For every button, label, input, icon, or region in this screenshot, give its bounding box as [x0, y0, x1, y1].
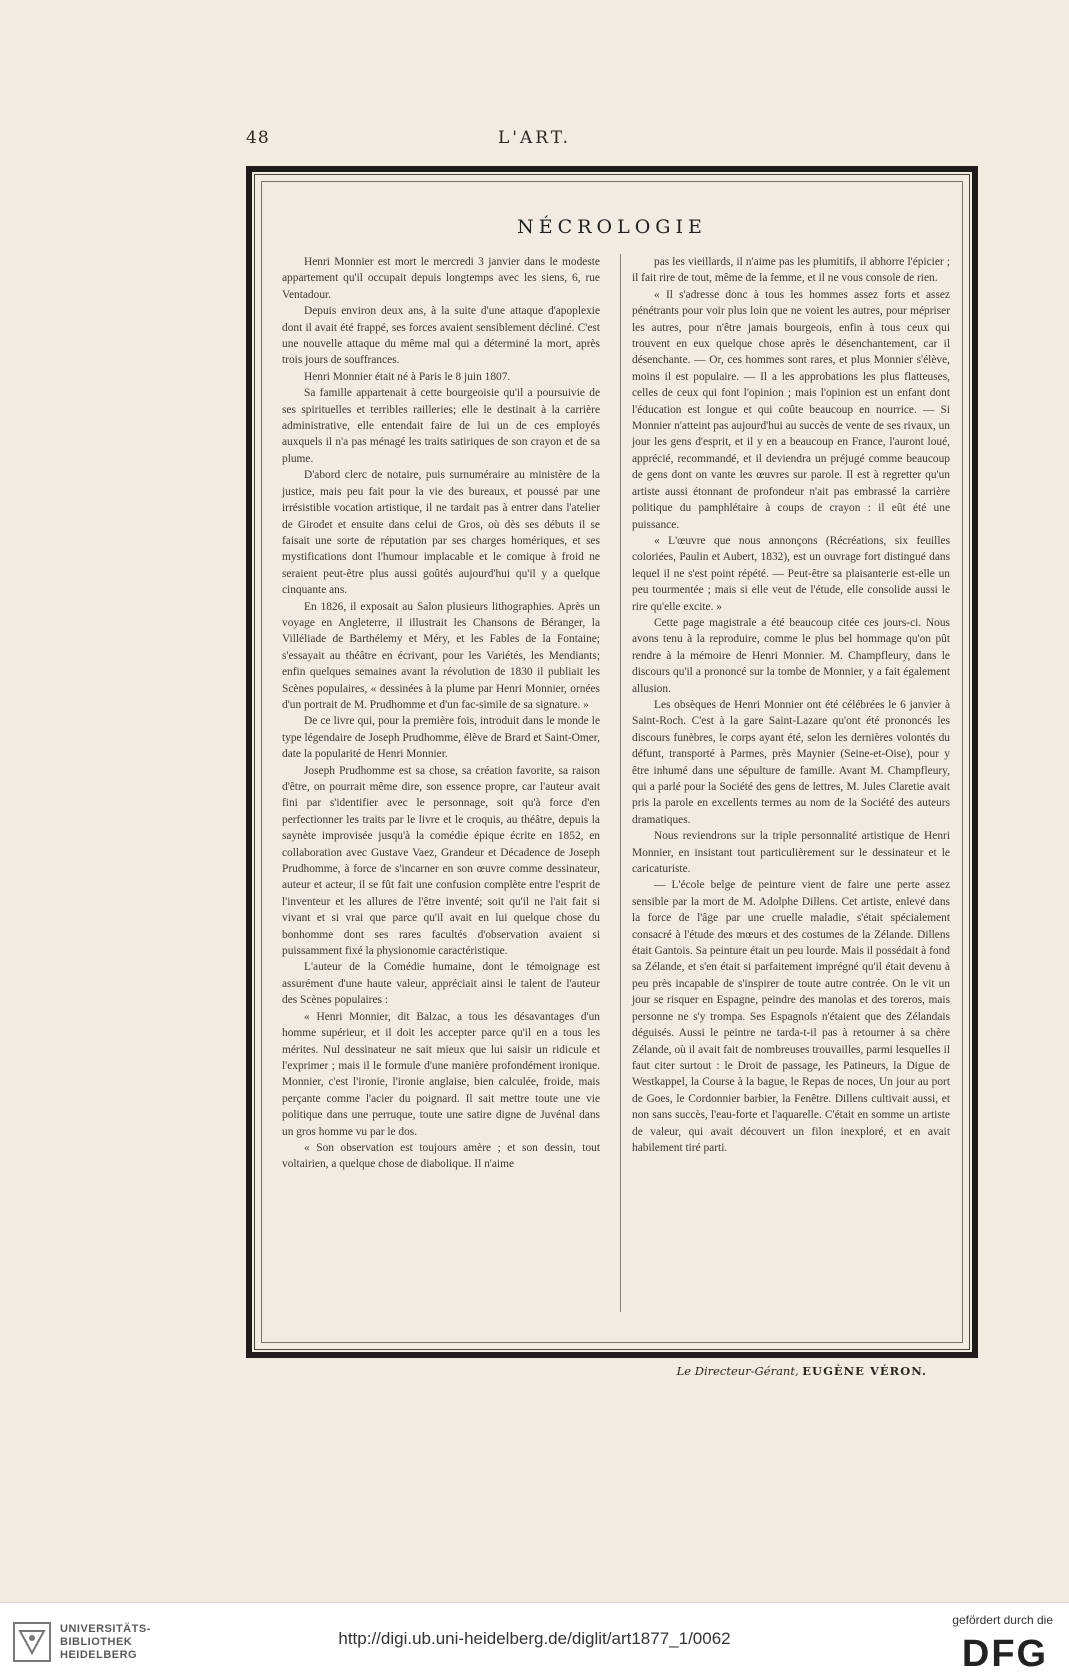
running-title: L'ART. [498, 128, 571, 148]
paragraph: « Henri Monnier, dit Balzac, a tous les désavantages d'un homme supérieur, et il doit les accepter parce qu'il en a tous les mérites. Nul dessinateur ne sait mieux que lui saisir un ridicule et l'exprimer ; mais il le formule d'une manière profondément ironique. Monnier, c'est l'ironie, l'ironie anglaise, bien calculée, froide, mais perçante comme l'acier du poignard. Il sait mettre toute une vie politique dans une perruque, toute une satire digne de Juvénal dans un gros homme vu par le dos. [282, 1010, 600, 1138]
right-column [632, 254, 950, 1156]
paragraph: Cette page magistrale a été beaucoup citée ces jours-ci. Nous avons tenu à la reproduire, comme le plus bel hommage qu'on pût rendre à la mémoire de Henri Monnier. M. Champfleury, dans le discours qu'il a prononcé sur la tombe de Monnier, y a fait également allusion. [632, 616, 950, 695]
paragraph: En 1826, il exposait au Salon plusieurs lithographies. Après un voyage en Angleterre, il illustrait les Chansons de Béranger, la Villéliade de Barthélemy et Méry, et les Fables de la Fontaine; s'essayait au théâtre en écrivant, pour les Variétés, les Mendiants; enfin quelques semaines avant la révolution de 1830 il publiait les Scènes populaires, « dessinées à la plume par Henri Monnier, ornées d'un portrait de M. Prudhomme et d'un fac-simile de sa signature. » [282, 600, 600, 711]
paragraph: Henri Monnier était né à Paris le 8 juin 1807. [304, 370, 511, 383]
library-name-line: UNIVERSITÄTS- [60, 1623, 151, 1635]
paragraph: « Son observation est toujours amère ; et son dessin, tout voltairien, a quelque chose de diabolique. Il n'aime [282, 1141, 600, 1171]
paragraph: pas les vieillards, il n'aime pas les plumitifs, il abhorre l'épicier ; il fait rire de tout, même de la femme, et il ne vous console de rien. [632, 256, 950, 285]
left-column [282, 254, 600, 1173]
paragraph: Sa famille appartenait à cette bourgeoisie qu'il a poursuivie de ses spirituelles et terribles railleries; elle le destinait à la carrière administrative, elle entendait faire de lui un de ces employés auxquels il n'a pas ménagé les traits satiriques de son crayon et de sa plume. [282, 387, 600, 465]
signature-name: EUGÈNE VÉRON. [802, 1364, 927, 1378]
signature-label: Le Directeur-Gérant, [676, 1364, 799, 1378]
dfg-logo-icon[interactable] [955, 1633, 1055, 1671]
page-header [0, 128, 1069, 158]
paragraph: Depuis environ deux ans, à la suite d'une attaque d'apoplexie dont il avait été frappé, ses forces avaient sensiblement décliné. C'est une nouvelle attaque du même mal qui a déterminé la mort, après trois jours de souffrances. [282, 305, 600, 367]
paragraph: D'abord clerc de notaire, puis surnuméraire au ministère de la justice, mais peu fait pour la vie des bureaux, et poussé par une irrésistible vocation artistique, il ne tardait pas à entrer dans l'atelier de Girodet et ensuite dans celui de Gros, où dès ses débuts il se faisait une sorte de réputation par ses charges homériques, et ses mystifications dont l'humour implacable et le comique à froid ne seraient peut-être plus aussi goûtés aujourd'hui qu'il y a quelque cinquante ans. [282, 469, 600, 597]
paragraph: Henri Monnier est mort le mercredi 3 janvier dans le modeste appartement qu'il occupait depuis longtemps avec les siens, 6, rue Ventadour. [282, 256, 600, 301]
library-name-line: BIBLIOTHEK [60, 1636, 133, 1648]
signature [677, 1364, 927, 1378]
paragraph: Nous reviendrons sur la triple personnalité artistique de Henri Monnier, en insistant tout particulièrement sur le dessinateur et le caricaturiste. [632, 830, 950, 876]
paragraph: — L'école belge de peinture vient de faire une perte assez sensible par la mort de M. Adolphe Dillens. Cet artiste, enlevé dans la force de l'âge par une cruelle maladie, s'était spécialement consacré à l'étude des mœurs et des costumes de la Zélande. Dillens était Gantois. Sa peinture était un peu lourde. Mais il possédait à fond sa Zélande, et s'en était si parfaitement imprégné qu'il était devenu à peu près incapable de s'inspirer de toute autre contrée. On le vit un jour se risquer en Espagne, peindre des manolas et des toreros, mais personne ne s'y trompa. Ses Espagnols n'étaient que des Zélandais déguisés. Aussi le peintre ne tarda-t-il pas à retourner à sa chère Zélande, où il avait fait de nombreuses trouvailles, parmi lesquelles il faut citer surtout : le Droit de passage, les Patineurs, la Digue de Westkappel, la Course à la bague, le Repas de noces, Un jour au port de Goes, le Cordonnier barbier, la Fenêtre. Dillens cultivait aussi, et non sans succès, l'eau-forte et l'aquarelle. C'était en somme un artiste de valeur, qui avait découvert un filon inexploré, et en avait habilement tiré parti. [632, 879, 950, 1154]
footer-bar [0, 1602, 1069, 1679]
library-name-line: HEIDELBERG [60, 1649, 138, 1661]
paragraph: « Il s'adresse donc à tous les hommes assez forts et assez pénétrants pour voir plus loin que ne voient les autres, pour mépriser les autres, pour n'être jamais bourgeois, enfin à tous ceux qui trouvent en eux quelque chose après le désenchantement, car il désenchante. — Or, ces hommes sont rares, et plus Monnier s'élève, moins il est populaire. — Il a les approbations les plus flatteuses, celles de ceux qui font l'opinion ; mais l'opinion est un enfant dont l'éducation est longue et qui coûte beaucoup en nourrice. — Si Monnier n'atteint pas aujourd'hui au succès de vente de ses rivaux, un jour les gens d'esprit, et il y en a beaucoup en France, l'auront loué, apprécié, recommandé, et il deviendra un préjugé comme beaucoup de gens dont on vante les œuvres sur parole. Il est à regretter qu'un artiste aussi étonnant de profondeur n'ait pas embrassé la carrière politique du pamphlétaire à coups de crayon : il eût été une puissance. [632, 288, 950, 531]
section-title: NÉCROLOGIE [517, 216, 707, 238]
article-frame-inner [261, 181, 963, 1343]
funder-label: gefördert durch die [952, 1613, 1053, 1627]
paragraph: « L'œuvre que nous annonçons (Récréations, six feuilles coloriées, Paulin et Aubert, 1832), est un ouvrage fort distingué dans lequel il ne s'est point répété. — Peut-être sa plaisanterie est-elle un peu tourmentée ; mais si elle veut de l'étude, elle consolide aussi le rire qu'elle excite. » [632, 534, 950, 613]
article-frame [246, 166, 978, 1358]
paragraph: Les obsèques de Henri Monnier ont été célébrées le 6 janvier à Saint-Roch. C'est à la gare Saint-Lazare qu'ont été prononcés les discours funèbres, le corps ayant été, selon les dernières volontés du défunt, transporté à Parmes, près Maynier (Seine-et-Oise), pour y être inhumé dans une sépulture de famille. Avant M. Champfleury, qui a parlé pour la Société des gens de lettres, M. Jules Claretie avait pris la parole en excellents termes au nom de la Société des auteurs dramatiques. [632, 698, 950, 826]
paragraph: Joseph Prudhomme est sa chose, sa création favorite, sa raison d'être, on pourrait même dire, son essence propre, car l'auteur avait fini par s'identifier avec le personnage, soit qu'à force d'en perfectionner les traits par le livre et le croquis, au théâtre, depuis la saynète improvisée jusqu'à la comédie épique écrite en 1852, en collaboration avec Gustave Vaez, Grandeur et Décadence de Joseph Prudhomme, à force de s'incarner en son œuvre comme dessinateur, auteur et acteur, il se fût fait une confusion complète entre l'esprit de l'inventeur et les allures de l'être inventé; soit qu'il ne l'ait fait si vivant et si vrai que parce qu'il avait en lui quelque chose du bonhomme dont ses rares facultés d'observation avaient si puissamment fixé la physionomie caractéristique. [282, 764, 600, 958]
paragraph: L'auteur de la Comédie humaine, dont le témoignage est assurément d'une haute valeur, appréciait ainsi le talent de l'auteur des Scènes populaires : [282, 961, 600, 1007]
dfg-logo-text: DFG [961, 1633, 1049, 1671]
column-divider [620, 254, 621, 1312]
page-url-link[interactable]: http://digi.ub.uni-heidelberg.de/diglit/art1877_1/0062 [338, 1629, 731, 1648]
page-number: 48 [246, 128, 270, 148]
paragraph: De ce livre qui, pour la première fois, introduit dans le monde le type légendaire de Joseph Prudhomme, élève de Brard et Saint-Omer, date la popularité de Henri Monnier. [282, 715, 600, 761]
